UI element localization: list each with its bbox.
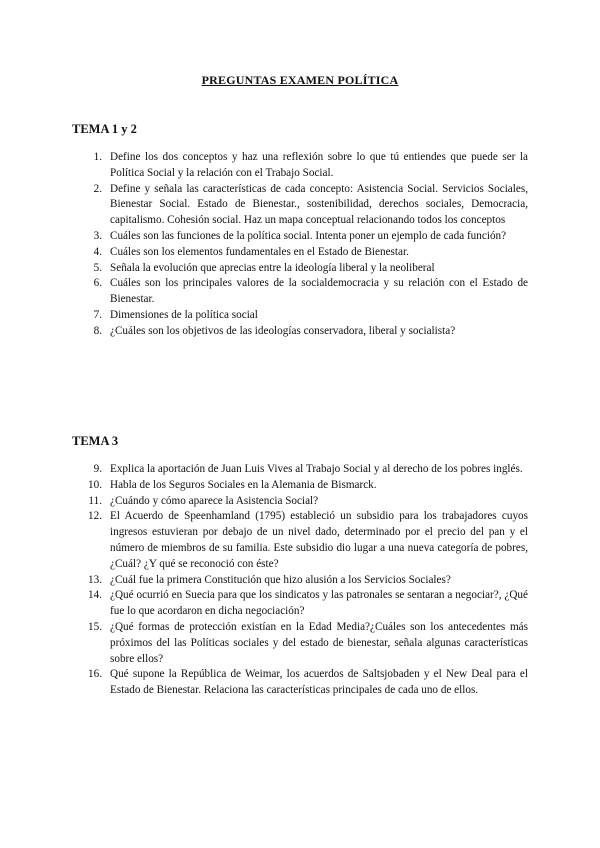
item-number: 5. xyxy=(93,261,102,274)
list-item xyxy=(72,588,528,620)
item-number: 8. xyxy=(93,324,102,337)
item-text: Señala la evolución que aprecias entre la ideología liberal y la neoliberal xyxy=(110,261,435,274)
item-number: 12. xyxy=(88,510,102,523)
item-text: Define y señala las características de cada concepto: Asistencia Social. Servicios Sociales, Bienestar Social. Estado de Bienestar., sostenibilidad, derechos sociales, Democracia, capitalismo. Cohesión social. Haz un mapa conceptual relacionando todos los conceptos xyxy=(110,182,528,227)
item-text: ¿Qué ocurrió en Suecia para que los sindicatos y las patronales se sentaran a negociar?, ¿Qué fue lo que acordaron en dicha negociación? xyxy=(110,589,528,618)
question-list-tema-1-2 xyxy=(72,150,528,340)
item-number: 10. xyxy=(88,478,102,491)
page-title: PREGUNTAS EXAMEN POLÍTICA xyxy=(201,73,399,87)
item-number: 4. xyxy=(93,245,102,258)
item-text: Qué supone la República de Weimar, los acuerdos de Saltsjobaden y el New Deal para el Estado de Bienestar. Relaciona las características principales de cada uno de ellos. xyxy=(110,668,528,697)
list-item xyxy=(72,509,528,572)
item-number: 11. xyxy=(88,494,102,507)
item-text: ¿Qué formas de protección existían en la Edad Media?¿Cuáles son los antecedentes más próximos del las Políticas sociales y del estado de bienestar, señala algunas características sobre ellos? xyxy=(110,620,528,665)
question-list-tema-3 xyxy=(72,462,528,699)
item-text: Explica la aportación de Juan Luis Vives al Trabajo Social y al derecho de los pobres inglés. xyxy=(110,463,523,475)
item-number: 1. xyxy=(93,151,102,163)
section-heading-tema-1-2: TEMA 1 y 2 xyxy=(72,122,137,136)
item-text: ¿Cuándo y cómo aparece la Asistencia Social? xyxy=(110,494,319,507)
item-text: ¿Cuál fue la primera Constitución que hizo alusión a los Servicios Sociales? xyxy=(110,573,451,586)
item-number: 3. xyxy=(93,229,102,242)
item-number: 15. xyxy=(88,620,102,633)
list-item xyxy=(72,324,528,340)
item-text: Cuáles son los elementos fundamentales en el Estado de Bienestar. xyxy=(110,245,409,258)
item-text: Define los dos conceptos y haz una reflexión sobre lo que tú entiendes que puede ser la Política Social y la relación con el Trabajo Social. xyxy=(110,151,528,179)
list-item xyxy=(72,150,528,182)
list-item xyxy=(72,620,528,667)
item-number: 7. xyxy=(93,308,102,321)
item-text: Cuáles son los principales valores de la socialdemocracia y su relación con el Estado de Bienestar. xyxy=(110,277,528,306)
item-text: El Acuerdo de Speenhamland (1795) estableció un subsidio para los trabajadores cuyos ingresos estuvieran por debajo de un nivel dado, determinado por el precio del pan y el número de miembros de su familia. Este subsidio dio lugar a una nueva categoría de pobres, ¿Cuál? ¿Y qué se reconoció con éste? xyxy=(110,510,528,570)
item-number: 9. xyxy=(93,463,102,475)
item-number: 14. xyxy=(88,589,102,602)
list-item xyxy=(72,261,528,277)
section-heading-tema-3: TEMA 3 xyxy=(72,434,119,448)
list-item xyxy=(72,494,528,510)
item-number: 6. xyxy=(93,277,102,290)
item-text: Dimensiones de la política social xyxy=(110,308,258,321)
list-item xyxy=(72,573,528,589)
item-text: Habla de los Seguros Sociales en la Alemania de Bismarck. xyxy=(110,478,377,491)
list-item xyxy=(72,308,528,324)
item-text: ¿Cuáles son los objetivos de las ideologías conservadora, liberal y socialista? xyxy=(110,324,456,337)
item-number: 16. xyxy=(88,668,102,681)
list-item xyxy=(72,667,528,699)
list-item xyxy=(72,462,528,478)
list-item xyxy=(72,276,528,308)
list-item xyxy=(72,182,528,229)
list-item xyxy=(72,478,528,494)
item-text: Cuáles son las funciones de la política social. Intenta poner un ejemplo de cada función? xyxy=(110,229,507,242)
list-item xyxy=(72,245,528,261)
list-item xyxy=(72,229,528,245)
item-number: 2. xyxy=(93,182,102,195)
item-number: 13. xyxy=(88,573,102,586)
